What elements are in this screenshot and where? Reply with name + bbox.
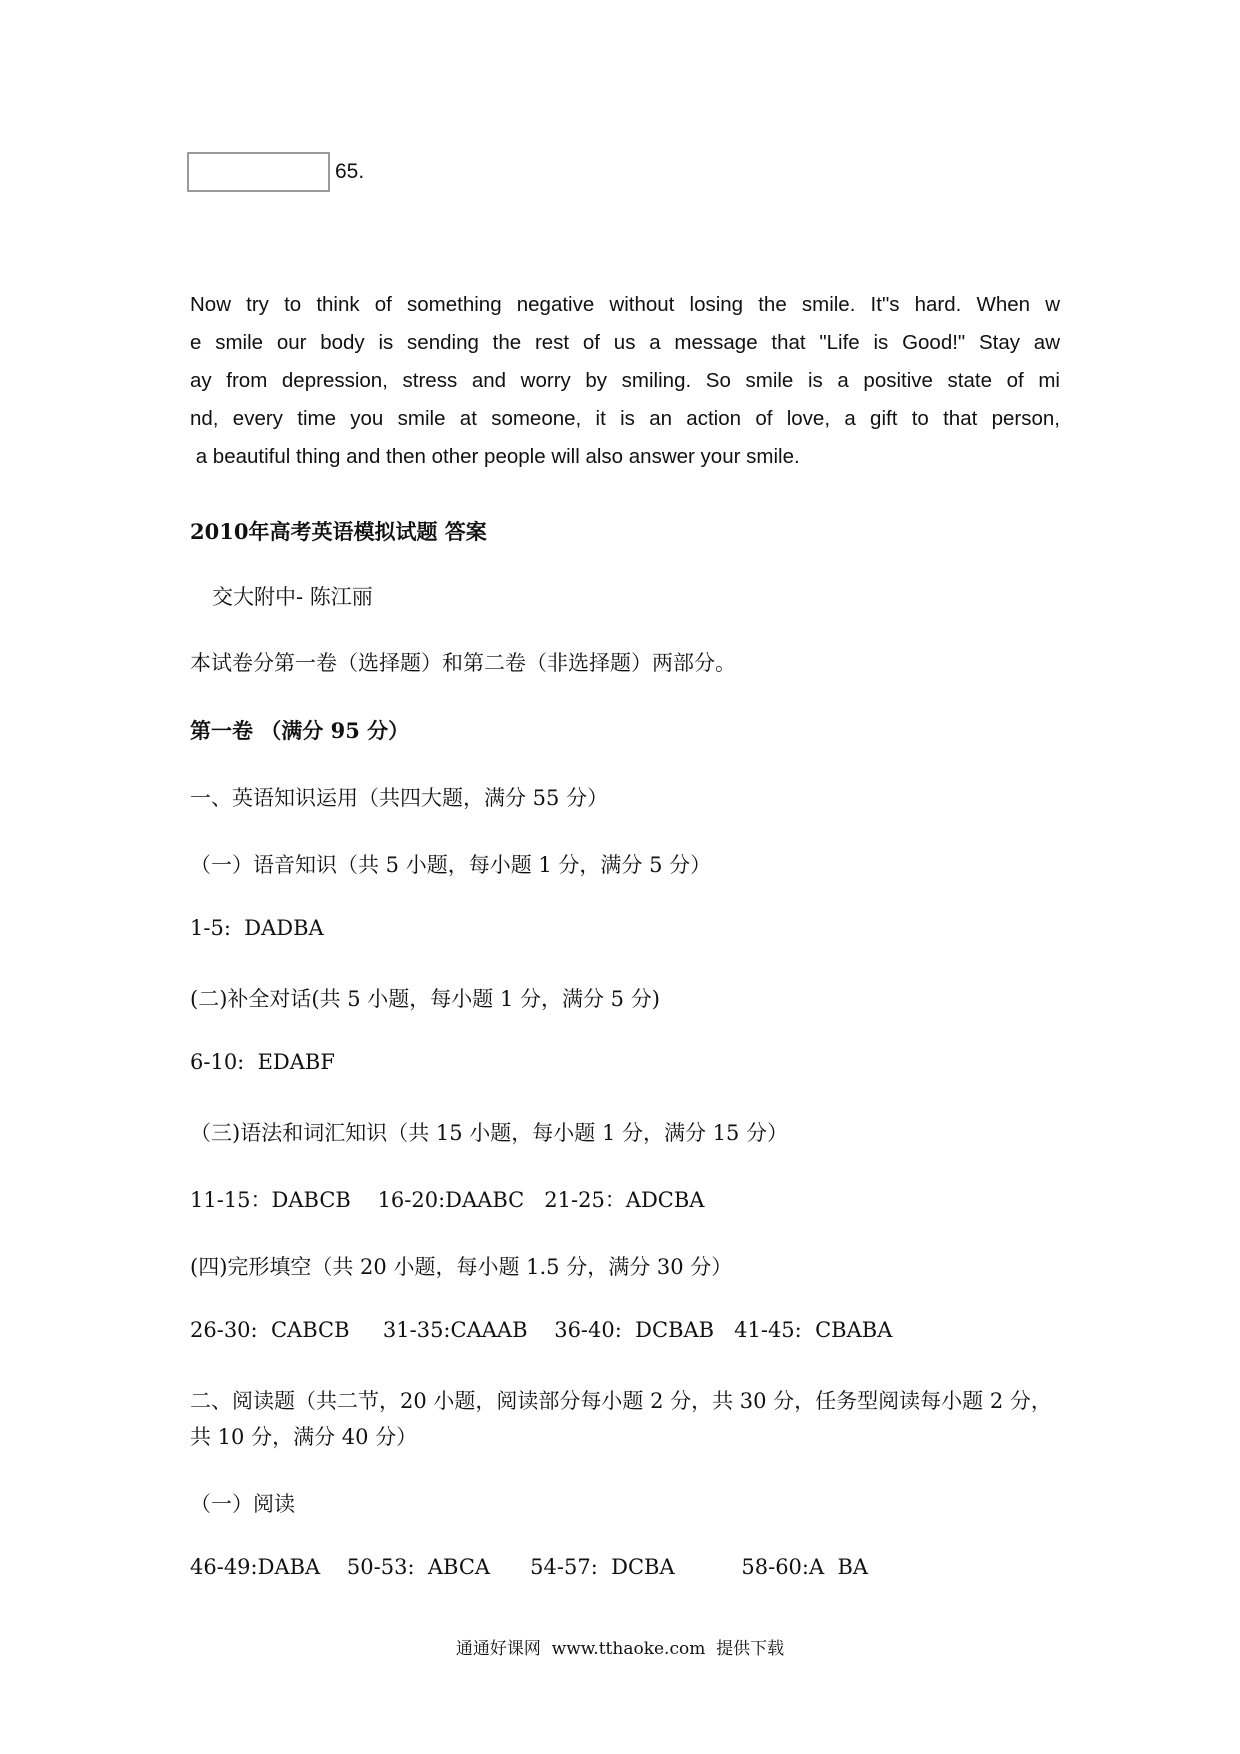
passage-line: a beautiful thing and then other people will also answer your smile. xyxy=(190,445,800,468)
volume1-title: 第一卷 （满分 95 分） xyxy=(190,718,410,743)
passage xyxy=(190,286,1060,476)
question-number: 65. xyxy=(335,160,365,183)
passage-line: e smile our body is sending the rest of us a message that "Life is Good!" Stay aw xyxy=(190,331,1060,354)
part1-answers: 1-5: DADBA xyxy=(190,916,324,940)
part3-title: （三)语法和词汇知识（共 15 小题，每小题 1 分，满分 15 分） xyxy=(190,1121,789,1145)
part4-answers: 26-30: CABCB 31-35:CAAAB 36-40: DCBAB 41-45: CBABA xyxy=(190,1318,893,1342)
section2-title-line1: 二、阅读题（共二节，20 小题，阅读部分每小题 2 分，共 30 分，任务型阅读每小题 2 分， xyxy=(190,1389,1052,1413)
intro-text: 本试卷分第一卷（选择题）和第二卷（非选择题）两部分。 xyxy=(190,651,736,675)
passage-line: ay from depression, stress and worry by smiling. So smile is a positive state of mi xyxy=(190,369,1060,392)
author: 交大附中- 陈江丽 xyxy=(212,585,373,609)
answer-input-box[interactable] xyxy=(187,152,330,192)
part4-title: (四)完形填空（共 20 小题，每小题 1.5 分，满分 30 分） xyxy=(190,1255,733,1279)
reading-answers: 46-49:DABA 50-53: ABCA 54-57: DCBA 58-60:A BA xyxy=(190,1555,869,1579)
passage-line: Now try to think of something negative without losing the smile. It"s hard. When w xyxy=(190,293,1060,316)
section2-title-line2: 共 10 分，满分 40 分） xyxy=(190,1425,418,1449)
answer-title: 2010年高考英语模拟试题 答案 xyxy=(190,519,487,544)
page-footer: 通通好课网 www.tthaoke.com 提供下载 xyxy=(455,1639,785,1659)
section1-title: 一、英语知识运用（共四大题，满分 55 分） xyxy=(190,786,609,810)
part1-title: （一）语音知识（共 5 小题，每小题 1 分，满分 5 分） xyxy=(190,853,712,877)
passage-line: nd, every time you smile at someone, it is an action of love, a gift to that person, xyxy=(190,407,1060,430)
part2-title: (二)补全对话(共 5 小题，每小题 1 分，满分 5 分) xyxy=(190,987,660,1011)
part3-answers: 11-15：DABCB 16-20:DAABC 21-25：ADCBA xyxy=(190,1188,705,1212)
reading-title: （一）阅读 xyxy=(190,1492,295,1516)
part2-answers: 6-10: EDABF xyxy=(190,1050,335,1074)
